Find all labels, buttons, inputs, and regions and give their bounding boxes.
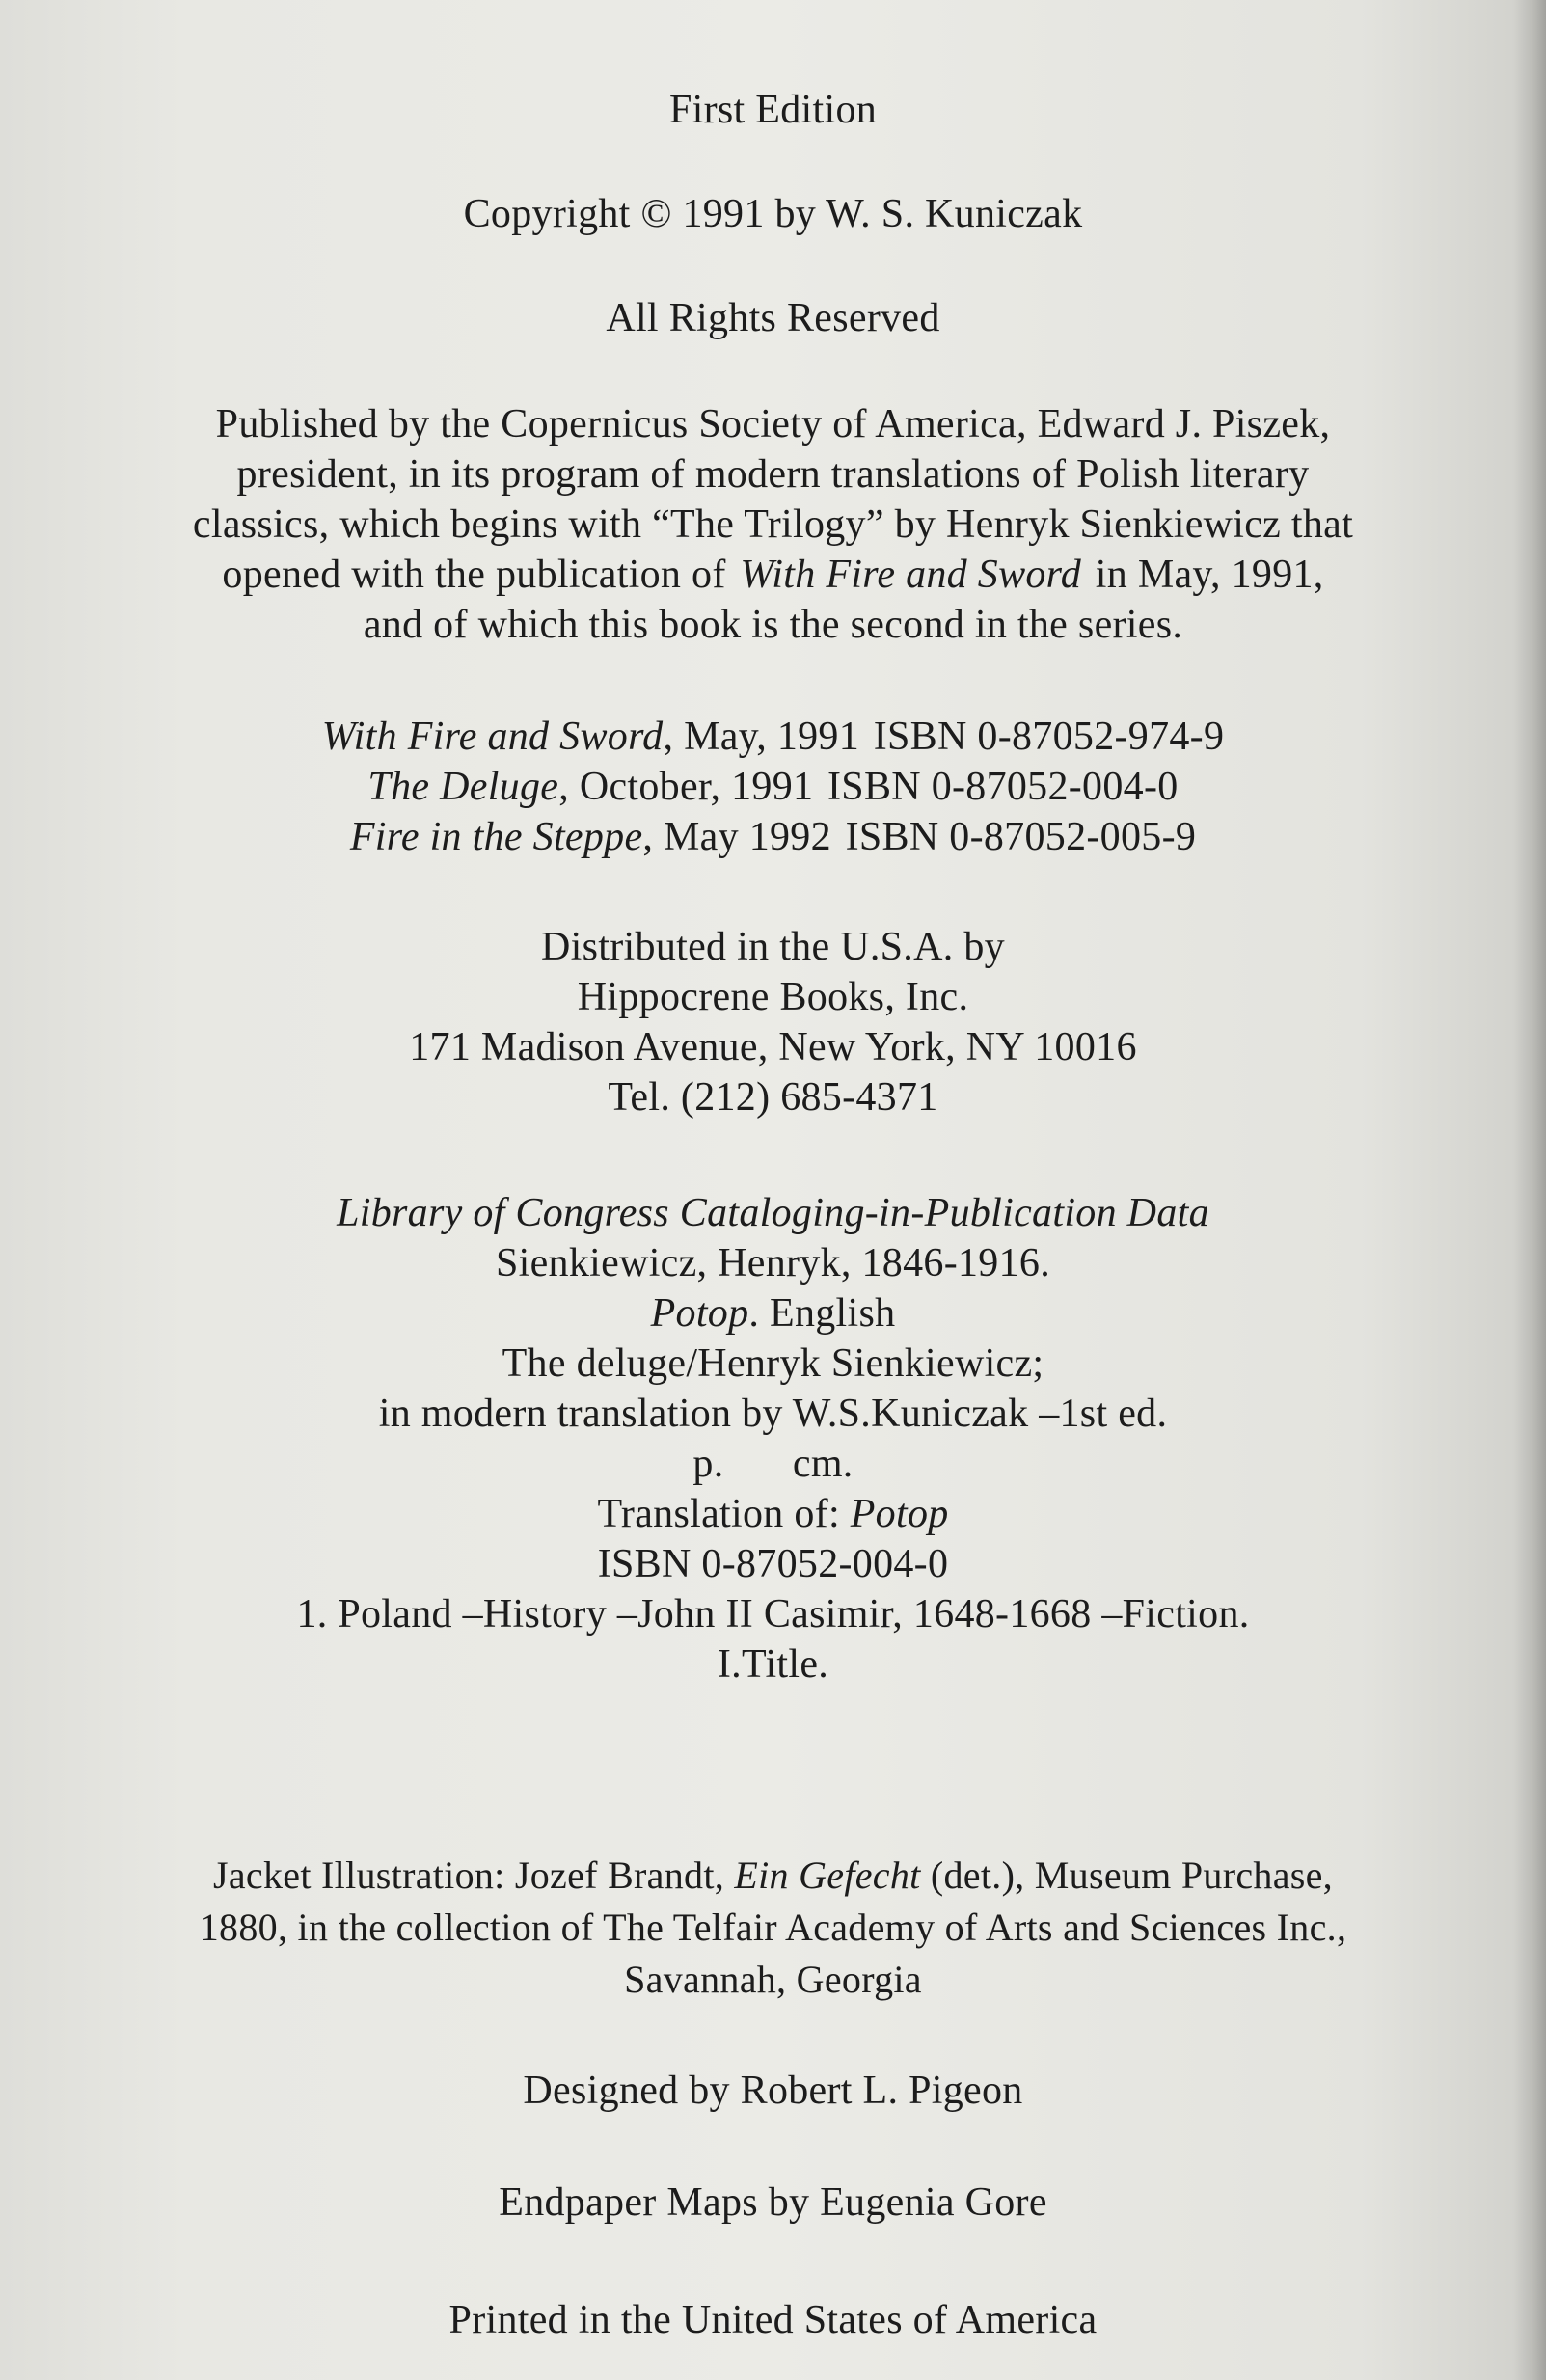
edition-title: Fire in the Steppe (349, 815, 643, 859)
edition-title: The Deluge (367, 765, 559, 809)
cip-data-block (0, 1188, 1546, 1690)
designer-text: Designed by Robert L. Pigeon (523, 2069, 1023, 2113)
cip-pages-line (0, 1439, 1546, 1489)
jacket-line-2: 1880, in the collection of The Telfair Academy of Arts and Sciences Inc., (199, 1906, 1347, 1949)
cip-translation-of-line (0, 1489, 1546, 1539)
maps-line (0, 2177, 1546, 2228)
edition-date: , May, 1991 (663, 715, 860, 759)
maps-text: Endpaper Maps by Eugenia Gore (499, 2180, 1047, 2225)
cip-translation-of-value: Potop (850, 1492, 949, 1536)
edition-date: , October, 1991 (558, 765, 814, 809)
cip-heading: Library of Congress Cataloging-in-Publication Data (337, 1191, 1209, 1235)
publisher-line-4 (0, 550, 1546, 600)
edition-date: , May 1992 (642, 815, 831, 859)
jacket-prefix: Jacket Illustration: Jozef Brandt, (213, 1853, 735, 1897)
distributor-name: Hippocrene Books, Inc. (577, 975, 969, 1019)
edition-isbn: ISBN 0-87052-005-9 (845, 815, 1197, 859)
cip-original-title-line (0, 1288, 1546, 1339)
edition-title: With Fire and Sword (321, 715, 664, 759)
copyright-text: Copyright © 1991 by W. S. Kuniczak (463, 192, 1083, 236)
cip-translation-of-label: Translation of: (597, 1492, 851, 1536)
jacket-line-3: Savannah, Georgia (624, 1958, 922, 2001)
rights-text: All Rights Reserved (606, 296, 940, 340)
publisher-line-5: and of which this book is the second in the series. (363, 603, 1183, 647)
designer-line (0, 2066, 1546, 2116)
publisher-line-4-text: opened with the publication of (222, 553, 726, 597)
edition-entry (0, 762, 1546, 812)
publisher-paragraph (0, 399, 1546, 650)
cip-author: Sienkiewicz, Henryk, 1846-1916. (495, 1241, 1050, 1285)
cip-title-entry: I.Title. (717, 1642, 829, 1687)
publisher-line-1: Published by the Copernicus Society of America, Edward J. Piszek, (215, 402, 1331, 446)
distributor-phone: Tel. (212) 685-4371 (608, 1075, 938, 1120)
jacket-line-1 (0, 1850, 1546, 1902)
cip-pages-cm: cm. (792, 1442, 854, 1486)
publisher-line-4-date: in May, 1991, (1095, 553, 1324, 597)
edition-entry (0, 812, 1546, 862)
edition-line (0, 85, 1546, 135)
copyright-line (0, 189, 1546, 239)
edition-isbn: ISBN 0-87052-004-0 (827, 765, 1179, 809)
cip-original-title: Potop (650, 1291, 749, 1336)
distributor-address: 171 Madison Avenue, New York, NY 10016 (409, 1025, 1137, 1069)
cip-subject: 1. Poland –History –John II Casimir, 1648-1668 –Fiction. (296, 1592, 1250, 1636)
edition-entry (0, 712, 1546, 762)
jacket-work: Ein Gefecht (734, 1853, 921, 1897)
rights-line (0, 293, 1546, 343)
cip-translation-line: in modern translation by W.S.Kuniczak –1st ed. (378, 1392, 1168, 1436)
edition-text: First Edition (668, 88, 878, 132)
publisher-line-2: president, in its program of modern translations of Polish literary (236, 452, 1310, 497)
edition-isbn: ISBN 0-87052-974-9 (873, 715, 1225, 759)
distributor-line-1: Distributed in the U.S.A. by (541, 925, 1005, 969)
cip-original-title-suffix: . English (748, 1291, 896, 1336)
jacket-suffix: (det.), Museum Purchase, (920, 1853, 1333, 1897)
publisher-line-3: classics, which begins with “The Trilogy” by Henryk Sienkiewicz that (192, 502, 1354, 547)
cip-isbn: ISBN 0-87052-004-0 (597, 1542, 949, 1586)
publisher-line-4-title: With Fire and Sword (740, 553, 1082, 597)
printed-text: Printed in the United States of America (448, 2298, 1098, 2342)
distributor-block (0, 922, 1546, 1122)
cip-title-line: The deluge/Henryk Sienkiewicz; (502, 1341, 1044, 1386)
printed-line (0, 2295, 1546, 2345)
editions-list (0, 712, 1546, 862)
cip-pages-p: p. (692, 1442, 724, 1486)
jacket-credit-block (0, 1850, 1546, 2006)
